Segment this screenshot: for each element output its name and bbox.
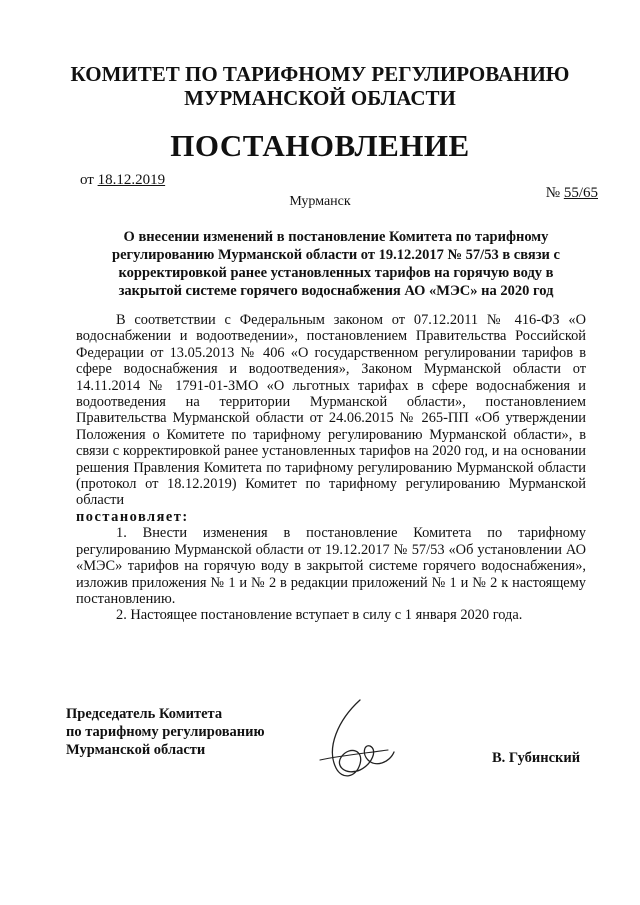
document-number [546,185,598,202]
signatory-position-line2: по тарифному регулированию [66,724,265,740]
document-subject: О внесении изменений в постановление Комитета по тарифному регулированию Мурманской области от 19.12.2017 № 57/53 в связи с корректировкой ранее установленных тарифов на горячую воду в закрытой системе горячего водоснабжения АО «МЭС» на 2020 год [112,229,560,299]
decree-word: постановляет: [76,508,189,525]
handwritten-signature [298,690,408,805]
document-body [76,312,586,624]
date-prefix: от [80,172,94,188]
signatory-name: В. Губинский [492,750,581,766]
signatory-position-line3: Мурманской области [66,742,206,758]
number-value: 55/65 [563,185,598,201]
signatory-position-line1: Председатель Комитета [66,706,223,722]
committee-name-line2: МУРМАНСКОЙ ОБЛАСТИ [184,86,456,110]
date-value: 18.12.2019 [97,172,166,188]
signatory-position [66,705,265,759]
document-title: ПОСТАНОВЛЕНИЕ [170,128,470,163]
document-date [80,172,165,189]
preamble-paragraph: В соответствии с Федеральным законом от 07.12.2011 № 416-ФЗ «О водоснабжении и водоотведении», постановлением Правительства Российской Федерации от 13.05.2013 № 406 «О государственном регулировании тарифов в сфере водоснабжения и водоотведения», Законом Мурманской области от 14.11.2014 № 1791-01-ЗМО «О льготных тарифах в сфере водоснабжения и водоотведения на территории Мурманской области», постановлением Правительства Мурманской области от 24.06.2015 № 265-ПП «Об утверждении Положения о Комитете по тарифному регулированию Мурманской области», в связи с корректировкой ранее установленных тарифов на 2020 год, и на основании решения Правления Комитета по тарифному регулированию Мурманской области (протокол от 18.12.2019) Комитет по тарифному регулированию Мурманской области [76,312,586,509]
decree-item-1: 1. Внести изменения в постановление Комитета по тарифному регулированию Мурманской области от 19.12.2017 № 57/53 «Об установлении АО «МЭС» тарифов на горячую воду в закрытой системе горячего водоснабжения», изложив приложения № 1 и № 2 в редакции приложений № 1 и № 2 к настоящему постановлению. [76,525,586,607]
decree-item-2: 2. Настоящее постановление вступает в силу с 1 января 2020 года. [116,607,523,624]
number-prefix: № [545,185,561,201]
committee-name-line1: КОМИТЕТ ПО ТАРИФНОМУ РЕГУЛИРОВАНИЮ [70,62,570,86]
document-city: Мурманск [289,194,351,209]
committee-name [0,62,640,110]
